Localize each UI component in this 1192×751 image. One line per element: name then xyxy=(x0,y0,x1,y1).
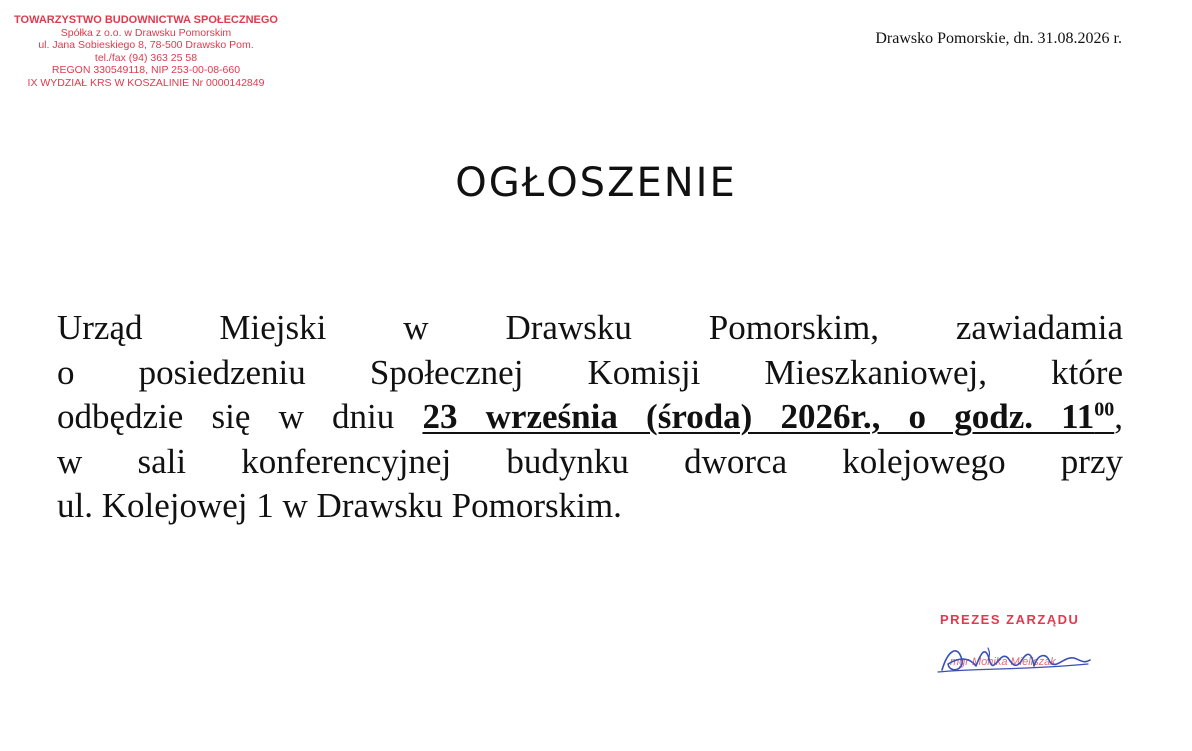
signature-title: PREZES ZARZĄDU xyxy=(940,612,1080,627)
body-line-1: Urząd Miejski w Drawsku Pomorskim, zawiadamia xyxy=(57,308,1123,347)
body-line-3 xyxy=(57,395,1123,440)
stamp-line-address: ul. Jana Sobieskiego 8, 78-500 Drawsko Pom. xyxy=(38,39,254,52)
stamp-line-phone: tel./fax (94) 363 25 58 xyxy=(94,51,198,64)
stamp-line-company: TOWARZYSTWO BUDOWNICTWA SPOŁECZNEGO xyxy=(14,14,278,26)
stamp-line-krs: IX WYDZIAŁ KRS W KOSZALINIE Nr 0000142849 xyxy=(27,76,265,89)
place-date: Drawsko Pomorskie, dn. 31.08.2026 r. xyxy=(875,30,1122,47)
signature-name: mgr Monika Mieliszak xyxy=(950,656,1056,668)
body-line-5: ul. Kolejowej 1 w Drawsku Pomorskim. xyxy=(57,486,622,525)
announcement-title: OGŁOSZENIE xyxy=(455,160,737,206)
company-stamp xyxy=(10,14,282,90)
stamp-line-regon: REGON 330549118, NIP 253-00-08-660 xyxy=(51,64,241,77)
body-line-3-suffix: , xyxy=(1114,397,1123,436)
body-line-3-prefix: odbędzie się w dniu xyxy=(57,397,423,436)
body-line-2: o posiedzeniu Społecznej Komisji Mieszkaniowej, które xyxy=(57,352,1123,392)
stamp-line-entity: Spółka z o.o. w Drawsku Pomorskim xyxy=(60,26,232,39)
meeting-date-time xyxy=(422,397,1114,436)
meeting-time-minutes: 00 xyxy=(1094,398,1115,421)
handwritten-signature xyxy=(928,630,1098,680)
announcement-body xyxy=(57,306,1123,529)
meeting-date-text: 23 września (środa) 2026r., o godz. 11 xyxy=(422,397,1095,436)
body-line-4: w sali konferencyjnej budynku dworca kolejowego przy xyxy=(57,441,1123,481)
